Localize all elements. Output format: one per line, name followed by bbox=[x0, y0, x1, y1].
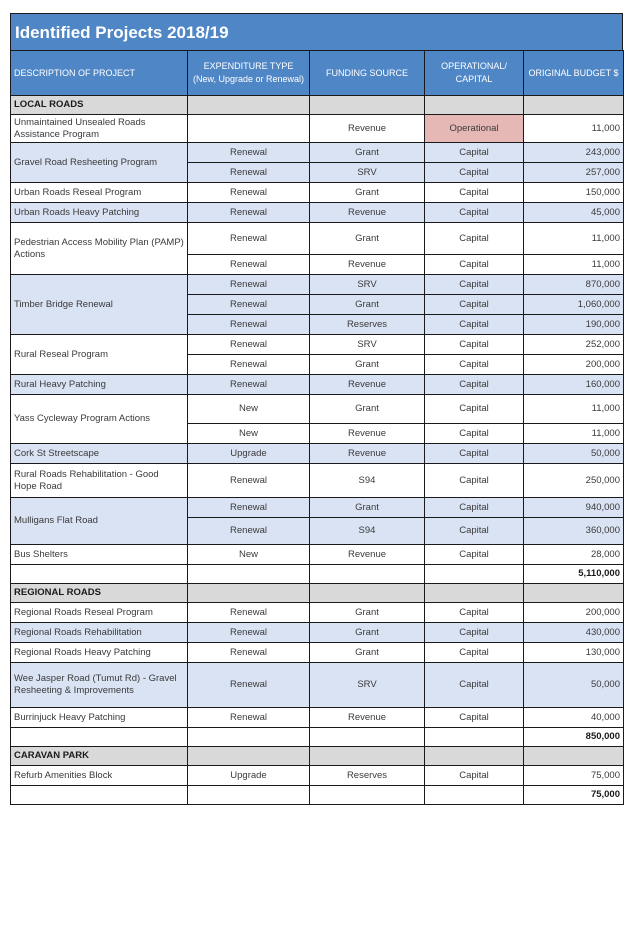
funding-source: Revenue bbox=[310, 444, 425, 464]
project-description: Bus Shelters bbox=[11, 545, 188, 565]
total-row-local-roads bbox=[11, 565, 624, 584]
funding-source: Grant bbox=[310, 643, 425, 663]
operational-capital: Capital bbox=[425, 143, 524, 163]
expenditure-type: Renewal bbox=[188, 623, 310, 643]
operational-capital: Capital bbox=[425, 255, 524, 275]
operational-capital: Capital bbox=[425, 498, 524, 518]
table-row bbox=[11, 603, 624, 623]
operational-capital: Capital bbox=[425, 315, 524, 335]
funding-source: Grant bbox=[310, 223, 425, 255]
funding-source: Revenue bbox=[310, 115, 425, 143]
project-description: Refurb Amenities Block bbox=[11, 766, 188, 786]
funding-source: Revenue bbox=[310, 708, 425, 728]
original-budget: 160,000 bbox=[524, 375, 624, 395]
funding-source: Revenue bbox=[310, 203, 425, 223]
original-budget: 130,000 bbox=[524, 643, 624, 663]
header-original-budget: ORIGINAL BUDGET $ bbox=[524, 51, 624, 96]
operational-capital: Capital bbox=[425, 623, 524, 643]
expenditure-type: Renewal bbox=[188, 143, 310, 163]
operational-capital: Capital bbox=[425, 464, 524, 498]
table-row bbox=[11, 115, 624, 143]
original-budget: 870,000 bbox=[524, 275, 624, 295]
table-row bbox=[11, 444, 624, 464]
original-budget: 50,000 bbox=[524, 444, 624, 464]
operational-capital: Capital bbox=[425, 518, 524, 545]
operational-capital: Capital bbox=[425, 355, 524, 375]
expenditure-type: New bbox=[188, 395, 310, 424]
project-description: Mulligans Flat Road bbox=[11, 498, 188, 545]
expenditure-type: Upgrade bbox=[188, 444, 310, 464]
expenditure-type: Renewal bbox=[188, 183, 310, 203]
operational-capital: Capital bbox=[425, 663, 524, 708]
project-description: Rural Heavy Patching bbox=[11, 375, 188, 395]
funding-source: Reserves bbox=[310, 766, 425, 786]
funding-source: Grant bbox=[310, 143, 425, 163]
project-description: Urban Roads Reseal Program bbox=[11, 183, 188, 203]
funding-source: Reserves bbox=[310, 315, 425, 335]
original-budget: 50,000 bbox=[524, 663, 624, 708]
table-row bbox=[11, 498, 624, 518]
table-row bbox=[11, 663, 624, 708]
project-description: Regional Roads Reseal Program bbox=[11, 603, 188, 623]
project-description: Rural Reseal Program bbox=[11, 335, 188, 375]
expenditure-type: Renewal bbox=[188, 375, 310, 395]
original-budget: 940,000 bbox=[524, 498, 624, 518]
table-row bbox=[11, 143, 624, 163]
expenditure-type: Renewal bbox=[188, 663, 310, 708]
funding-source: Grant bbox=[310, 498, 425, 518]
project-description: Urban Roads Heavy Patching bbox=[11, 203, 188, 223]
table-row bbox=[11, 203, 624, 223]
project-description: Yass Cycleway Program Actions bbox=[11, 395, 188, 444]
original-budget: 11,000 bbox=[524, 115, 624, 143]
original-budget: 11,000 bbox=[524, 223, 624, 255]
header-operational-capital: OPERATIONAL/ CAPITAL bbox=[425, 51, 524, 96]
funding-source: S94 bbox=[310, 464, 425, 498]
expenditure-type: Renewal bbox=[188, 708, 310, 728]
operational-capital: Capital bbox=[425, 203, 524, 223]
expenditure-type: Renewal bbox=[188, 464, 310, 498]
expenditure-type: Renewal bbox=[188, 203, 310, 223]
project-description: Timber Bridge Renewal bbox=[11, 275, 188, 335]
project-description: Regional Roads Heavy Patching bbox=[11, 643, 188, 663]
original-budget: 250,000 bbox=[524, 464, 624, 498]
table-row bbox=[11, 623, 624, 643]
project-description: Unmaintained Unsealed Roads Assistance Program bbox=[11, 115, 188, 143]
original-budget: 75,000 bbox=[524, 766, 624, 786]
table-row bbox=[11, 545, 624, 565]
operational-capital: Capital bbox=[425, 545, 524, 565]
project-description: Burrinjuck Heavy Patching bbox=[11, 708, 188, 728]
original-budget: 40,000 bbox=[524, 708, 624, 728]
section-total: 5,110,000 bbox=[524, 565, 624, 584]
original-budget: 11,000 bbox=[524, 255, 624, 275]
table-row bbox=[11, 183, 624, 203]
operational-capital: Capital bbox=[425, 708, 524, 728]
total-row-regional-roads bbox=[11, 728, 624, 747]
header-expenditure-type: EXPENDITURE TYPE (New, Upgrade or Renewal) bbox=[188, 51, 310, 96]
operational-capital: Capital bbox=[425, 444, 524, 464]
expenditure-type: Renewal bbox=[188, 643, 310, 663]
expenditure-type: Renewal bbox=[188, 315, 310, 335]
operational-capital: Capital bbox=[425, 603, 524, 623]
header-description: DESCRIPTION OF PROJECT bbox=[11, 51, 188, 96]
original-budget: 257,000 bbox=[524, 163, 624, 183]
original-budget: 150,000 bbox=[524, 183, 624, 203]
table-row bbox=[11, 464, 624, 498]
project-description: Pedestrian Access Mobility Plan (PAMP) Actions bbox=[11, 223, 188, 275]
operational-capital: Capital bbox=[425, 183, 524, 203]
section-total: 850,000 bbox=[524, 728, 624, 747]
operational-capital: Capital bbox=[425, 395, 524, 424]
section-row-local-roads bbox=[11, 96, 624, 115]
expenditure-type: Renewal bbox=[188, 603, 310, 623]
expenditure-type: Renewal bbox=[188, 255, 310, 275]
expenditure-type: Renewal bbox=[188, 518, 310, 545]
funding-source: Revenue bbox=[310, 375, 425, 395]
project-description: Rural Roads Rehabilitation - Good Hope Road bbox=[11, 464, 188, 498]
section-row-regional-roads bbox=[11, 584, 624, 603]
projects-table bbox=[10, 50, 624, 805]
table-row bbox=[11, 275, 624, 295]
funding-source: Revenue bbox=[310, 424, 425, 444]
operational-capital: Capital bbox=[425, 375, 524, 395]
table-row bbox=[11, 395, 624, 424]
operational-capital: Capital bbox=[425, 335, 524, 355]
section-label: LOCAL ROADS bbox=[11, 96, 188, 115]
original-budget: 1,060,000 bbox=[524, 295, 624, 315]
original-budget: 360,000 bbox=[524, 518, 624, 545]
original-budget: 28,000 bbox=[524, 545, 624, 565]
expenditure-type: Renewal bbox=[188, 223, 310, 255]
original-budget: 11,000 bbox=[524, 395, 624, 424]
operational-capital: Capital bbox=[425, 643, 524, 663]
section-label: REGIONAL ROADS bbox=[11, 584, 188, 603]
funding-source: Grant bbox=[310, 623, 425, 643]
table-row bbox=[11, 643, 624, 663]
table-row bbox=[11, 375, 624, 395]
sheet-title: Identified Projects 2018/19 bbox=[10, 13, 623, 50]
expenditure-type: Renewal bbox=[188, 335, 310, 355]
operational-capital: Operational bbox=[425, 115, 524, 143]
operational-capital: Capital bbox=[425, 424, 524, 444]
project-description: Regional Roads Rehabilitation bbox=[11, 623, 188, 643]
table-row bbox=[11, 708, 624, 728]
original-budget: 430,000 bbox=[524, 623, 624, 643]
funding-source: Revenue bbox=[310, 545, 425, 565]
funding-source: SRV bbox=[310, 663, 425, 708]
funding-source: Grant bbox=[310, 603, 425, 623]
operational-capital: Capital bbox=[425, 275, 524, 295]
expenditure-type: Renewal bbox=[188, 163, 310, 183]
project-description: Cork St Streetscape bbox=[11, 444, 188, 464]
funding-source: SRV bbox=[310, 335, 425, 355]
table-row bbox=[11, 335, 624, 355]
original-budget: 243,000 bbox=[524, 143, 624, 163]
operational-capital: Capital bbox=[425, 766, 524, 786]
original-budget: 200,000 bbox=[524, 603, 624, 623]
operational-capital: Capital bbox=[425, 223, 524, 255]
funding-source: Grant bbox=[310, 295, 425, 315]
operational-capital: Capital bbox=[425, 295, 524, 315]
expenditure-type bbox=[188, 115, 310, 143]
original-budget: 11,000 bbox=[524, 424, 624, 444]
original-budget: 200,000 bbox=[524, 355, 624, 375]
funding-source: Grant bbox=[310, 183, 425, 203]
project-description: Gravel Road Resheeting Program bbox=[11, 143, 188, 183]
original-budget: 252,000 bbox=[524, 335, 624, 355]
funding-source: Grant bbox=[310, 355, 425, 375]
expenditure-type: Upgrade bbox=[188, 766, 310, 786]
expenditure-type: Renewal bbox=[188, 355, 310, 375]
header-funding-source: FUNDING SOURCE bbox=[310, 51, 425, 96]
funding-source: SRV bbox=[310, 275, 425, 295]
table-row bbox=[11, 766, 624, 786]
funding-source: Revenue bbox=[310, 255, 425, 275]
operational-capital: Capital bbox=[425, 163, 524, 183]
section-label: CARAVAN PARK bbox=[11, 747, 188, 766]
expenditure-type: Renewal bbox=[188, 275, 310, 295]
funding-source: Grant bbox=[310, 395, 425, 424]
section-row-caravan-park bbox=[11, 747, 624, 766]
table-row bbox=[11, 223, 624, 255]
funding-source: SRV bbox=[310, 163, 425, 183]
project-description: Wee Jasper Road (Tumut Rd) - Gravel Resheeting & Improvements bbox=[11, 663, 188, 708]
section-total: 75,000 bbox=[524, 786, 624, 805]
expenditure-type: New bbox=[188, 424, 310, 444]
expenditure-type: Renewal bbox=[188, 498, 310, 518]
original-budget: 190,000 bbox=[524, 315, 624, 335]
projects-sheet bbox=[10, 13, 623, 805]
original-budget: 45,000 bbox=[524, 203, 624, 223]
header-row bbox=[11, 51, 624, 96]
total-row-caravan-park bbox=[11, 786, 624, 805]
expenditure-type: New bbox=[188, 545, 310, 565]
funding-source: S94 bbox=[310, 518, 425, 545]
expenditure-type: Renewal bbox=[188, 295, 310, 315]
